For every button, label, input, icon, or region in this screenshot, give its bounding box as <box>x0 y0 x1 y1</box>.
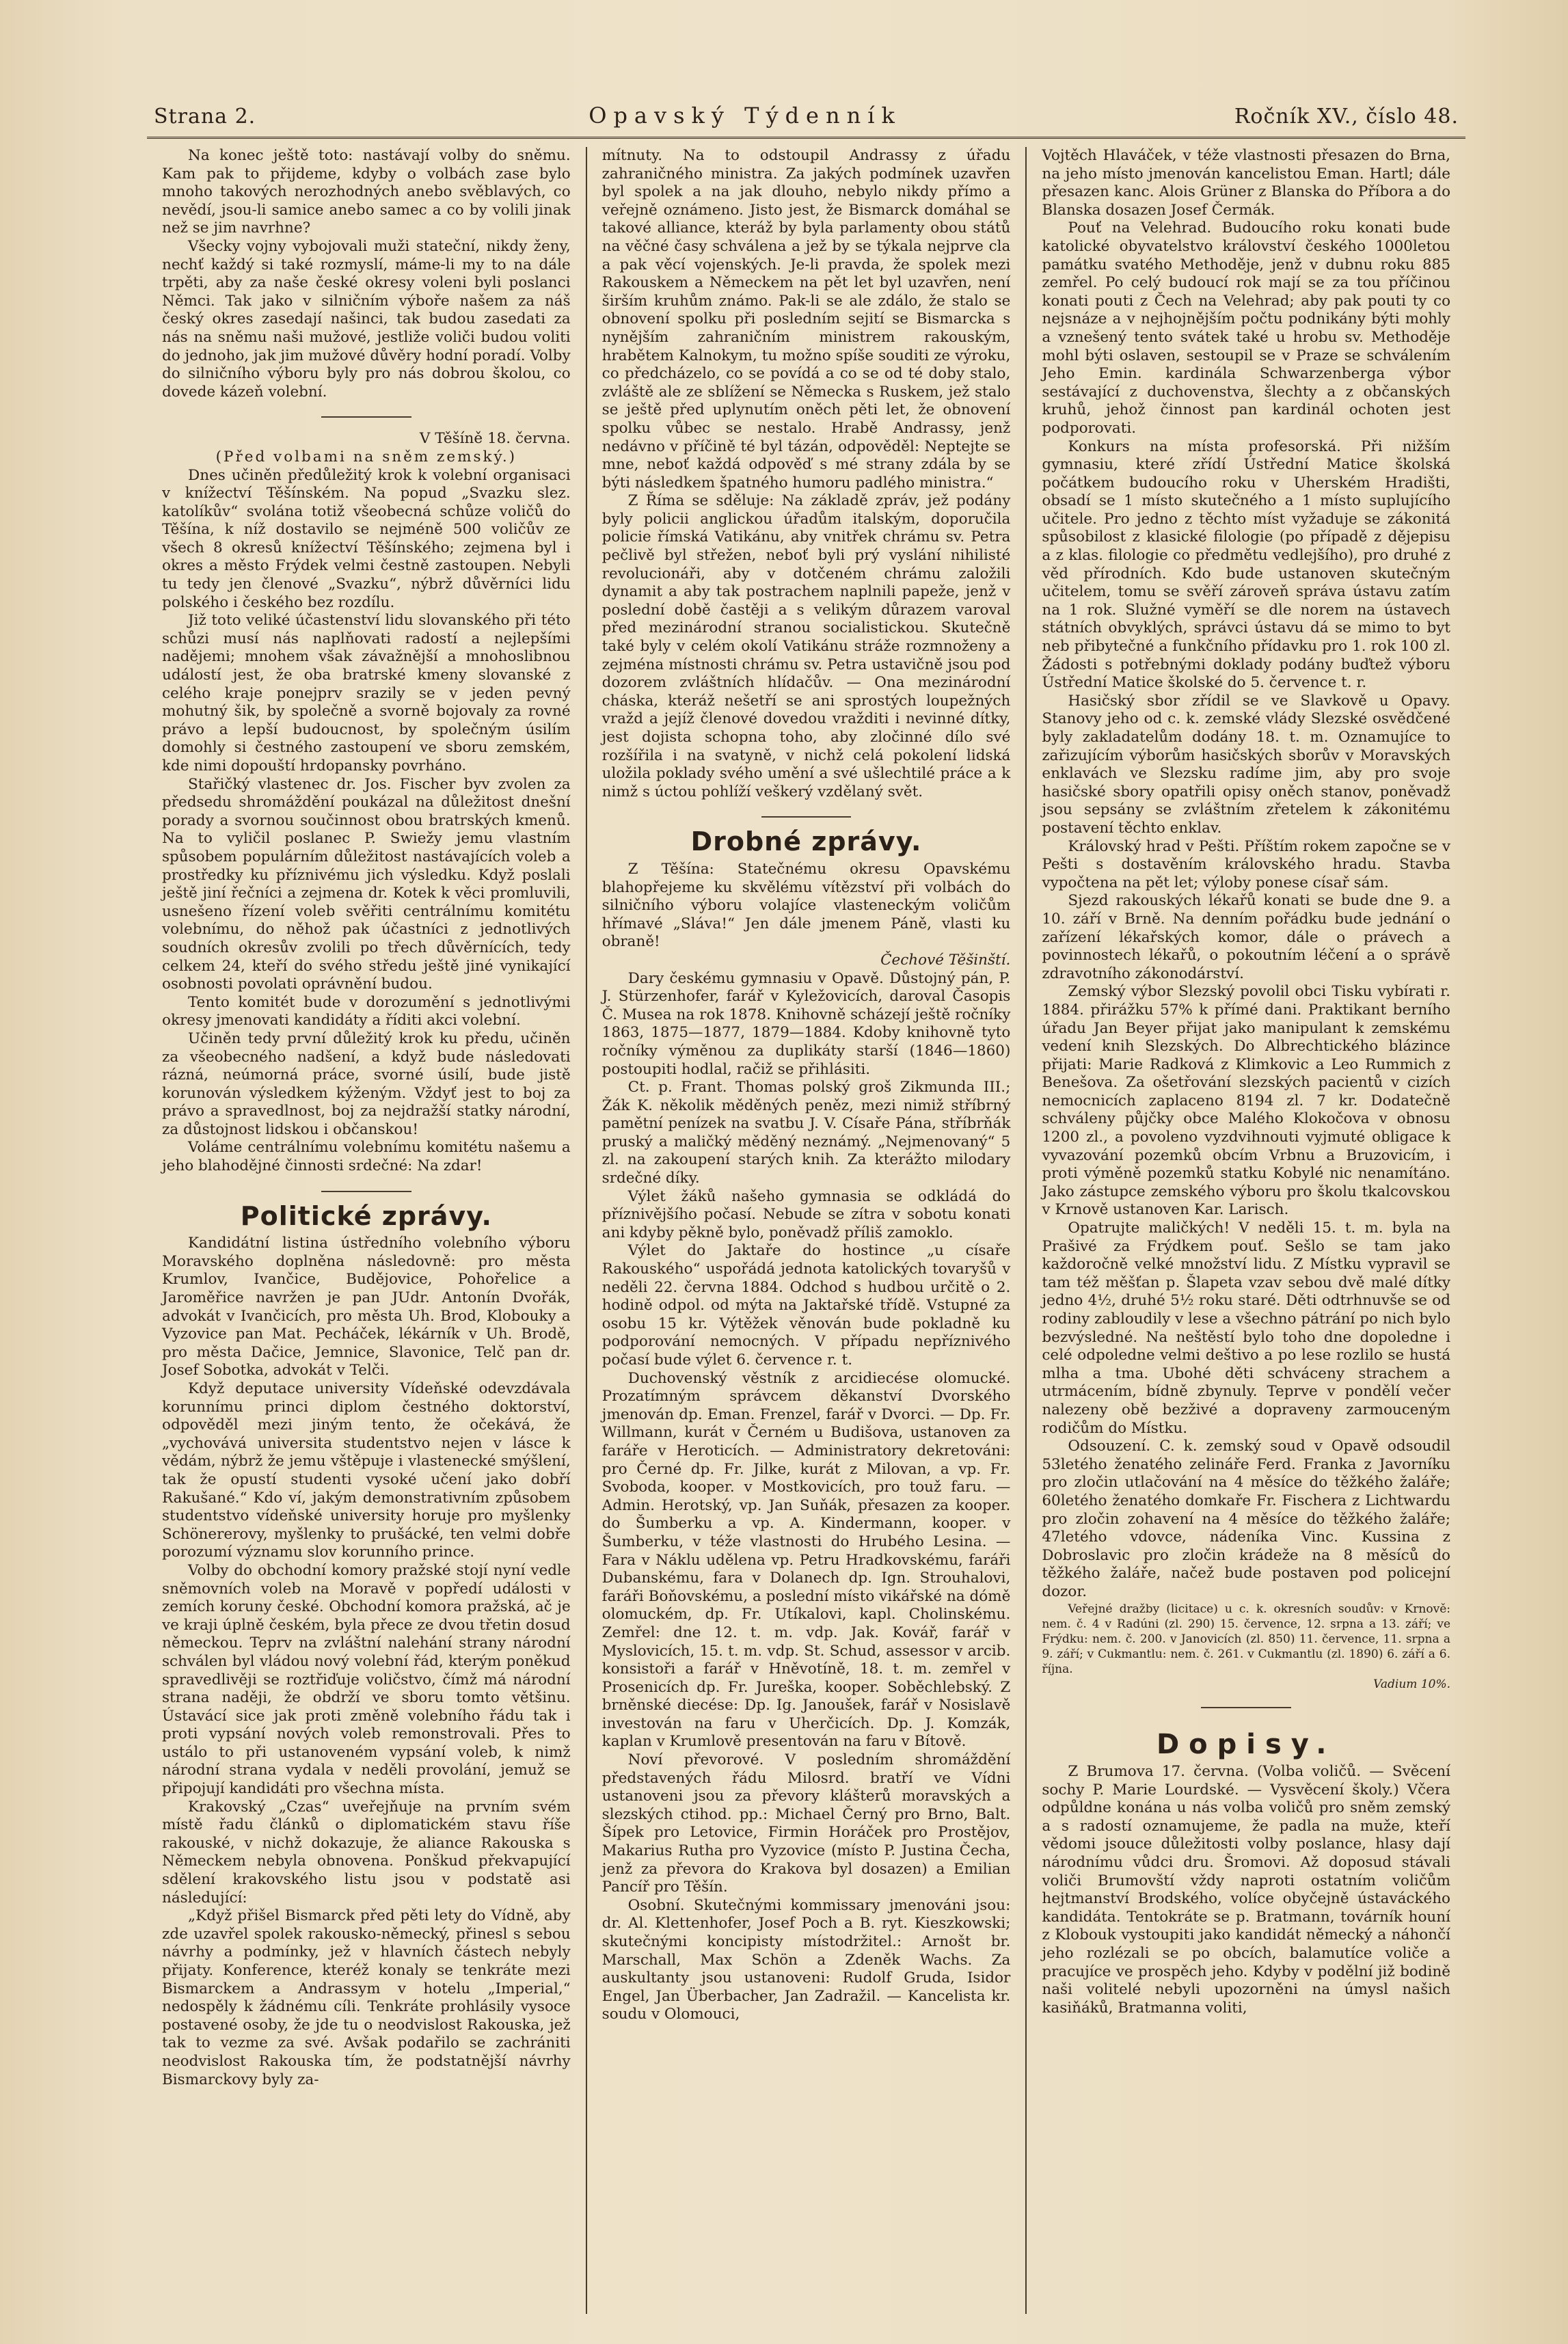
subheading: (Před volbami na sněm zemský.) <box>215 448 517 466</box>
signature: Čechové Těšinští. <box>880 951 1011 969</box>
paragraph: Osobní. Skutečnými kommissary jmenováni jsou: dr. Al. Klettenhofer, Josef Poch a B. ryt. Kieszkowski; skutečnými koncipisty místodržitel.: Arnošt br. Marschall, Max Schön a Zdeněk Wachs. Za auskultanty jsou ustanoveni: Rudolf Gruda, Isidor Engel, Jan Überbacher, Jan Zadražil. — Kancelista kr. soudu v Olomouci, <box>601 1896 1011 2023</box>
paragraph: Kandidátní listina ústředního volebního výboru Moravského doplněna následovně: pro města Krumlov, Ivančice, Budějovice, Pohořelice a Jaroměřice navržen je pan JUdr. Antonín Dvořák, advokát v Ivančicích, pro města Uh. Brod, Klobouky a Vyzovice pan Mat. Pecháček, lékárník v Uh. Brodě, pro města Dačice, Jemnice, Slavonice, Telč pan dr. Josef Sobotka, advokát v Telči. <box>162 1235 571 1379</box>
column-2 <box>586 147 1026 2314</box>
volume-issue: Ročník XV., číslo 48. <box>1234 105 1459 129</box>
paragraph: Hasičský sbor zřídil se ve Slavkově u Opavy. Stanovy jeho od c. k. zemské vlády Slezské osvědčené byly zakladatelům dodány 18. t. m. Oznamujíce to zařizujícím výborům hasičských sborův v Moravských enklavách ve Slezsku radíme jim, aby pro svoje hasičské sbory opatřili opisy oněch stanov, poněvadž jsou sepsány se zvláštním zřetelem k zákonitému postavení těchto enklav. <box>1042 692 1451 837</box>
paragraph: Z Těšína: Statečnému okresu Opavskému blahopřejeme ku skvělému vítězství při volbách do silničního výboru volajíce vlasteneckým voličům hřímavé „Sláva!“ Jen dále jmenem Páně, vlasti ku obraně! <box>601 860 1011 951</box>
section-title: Drobné zprávy. <box>690 826 922 857</box>
section-title: Dopisy. <box>1156 1728 1336 1760</box>
paragraph: Volby do obchodní komory pražské stojí nyní vedle sněmovních voleb na Moravě v popředí události v zemích koruny české. Obchodní komora pražská, ač je ve kraji úplně českém, byla přece ze dvou třetin dosud německou. Teprv na zvláštní nalehání strany národní schválen byl vládou nový volební řád, kterým poněkud spravedlivěji se roztřiďuje voličstvo, čímž má národní strana naději, že obdrží ve sboru tomto většinu. Ústavácí sice jak proti změně volebního řádu tak i proti vypsání nových voleb remonstrovali. Přes to ustálo to při ustanoveném vypsání voleb, k nimž národní strana vydala v neděli provolání, jemuž se připojují kandidáti pro všechna místa. <box>162 1561 571 1798</box>
paragraph: Královský hrad v Pešti. Příštím rokem započne se v Pešti s dostavěním královského hradu. Stavba vypočtena na pět let; výloby ponese císař sám. <box>1042 837 1451 891</box>
paragraph: Tento komitét bude v dorozumění s jednotlivými okresy jmenovati kandidáty a říditi akci volební. <box>162 993 571 1029</box>
paragraph: Ct. p. Frant. Thomas polský groš Zikmunda III.; Žák K. několik měděných peněz, mezi nimiž stříbrný pamětní penízek na svatbu J. V. Císaře Pána, stříbrňák pruský a maličký měděný neznámý. „Nejmenovaný“ 5 zl. na zakoupení starých knih. Za kterážto milodary srdečné díky. <box>601 1079 1011 1187</box>
paragraph: „Když přišel Bismarck před pěti lety do Vídně, aby zde uzavřel spolek rakousko-německý, přinesl s sebou návrhy a podmínky, jež v hlavních částech nebyly přijaty. Konference, kteréž konaly se tenkráte mezi Bismarckem a Andrassym v hotelu „Imperial,“ nedospěly k žádnému cíli. Tenkráte prohlásily vysoce postavené osoby, že jde tu o neodvislost Rakouska, jež tak to vezme za své. Avšak podařilo se zachrániti neodvislost Rakouska tím, že podstatnější návrhy Bismarckovy byly za- <box>162 1907 571 2088</box>
paragraph: Opatrujte maličkých! V neděli 15. t. m. byla na Prašivé za Frýdkem pouť. Sešlo se tam jako každoročně velké množství lidu. Z Místku vypravil se tam též měšťan p. Šlapeta vzav sebou dvě malé dítky jedno 4½, druhé 5½ roku staré. Děti odtrhnuvše se od rodiny zabloudily v lese a všechno pátrání po nich bylo bezvýsledné. Na neštěstí bylo toho dne dopoledne i celé odpoledne velmi deštivo a po lese rozlilo se hustá mlha a tma. Ubohé děti schváceny strachem a utrmácením, bídně zbynuly. Teprve v pondělí večer nalezeny obě bezživé a dopraveny zarmouceným rodičům do Místku. <box>1042 1220 1451 1437</box>
section-title: Politické zprávy. <box>240 1200 492 1231</box>
divider <box>321 416 411 418</box>
paragraph: Dary českému gymnasiu v Opavě. Důstojný pán, P. J. Stürzenhofer, farář v Kyležovicích, daroval Časopis Č. Musea na rok 1878. Knihovně scházejí ještě ročníky 1863, 1875—1877, 1879—1884. Kdoby knihovně tyto ročníky výměnou za duplikáty starší (1846—1860) postoupiti hodlal, račiž se přihlásiti. <box>601 969 1011 1078</box>
page-header <box>147 103 1465 139</box>
paragraph: Noví převorové. V posledním shromáždění představených řádu Milosrd. bratří ve Vídni ustanoveni jsou za převory klášterů moravských a slezských ctihod. pp.: Michael Černý pro Brno, Balt. Šípek pro Letovice, Firmin Horáček pro Prostějov, Makarius Rutha pro Vyzovice (místo P. Justina Čecha, jenž za převora do Krakova byl dosazen) a Emilian Pancíř pro Těšín. <box>601 1751 1011 1896</box>
paragraph: Výlet do Jaktaře do hostince „u císaře Rakouského“ uspořádá jednota katolických tovaryšů v neděli 22. června 1884. Odchod s hudbou určitě o 2. hodině odpol. od mýta na Jaktařské třídě. Vstupné za osobu 15 kr. Výtěžek věnován bude pokladně ku podporování nemocných. V případu nepříznivého počasí bude výlet 6. července r. t. <box>601 1242 1011 1369</box>
paragraph: Duchovenský věstník z arcidiecése olomucké. Prozatímným správcem děkanství Dvorského jmenován dp. Eman. Frenzel, farář v Dvorci. — Dp. Fr. Willmann, kurát v Černém u Budišova, ustanoven za faráře v Heroticích. — Administratory dekretováni: pro Černé dp. Fr. Jilke, kurát z Milovan, a vp. Fr. Svoboda, kooper. v Mostkovicích, pro touž faru. — Admin. Herotský, vp. Jan Suňák, přesazen za kooper. do Šumberku a vp. A. Kindermann, kooper. v Šumberku, v téže vlastnosti do Hrubého Lesina. — Fara v Náklu udělena vp. Petru Hradkovskému, faráři Dubanskému, fara v Dolanech dp. Ign. Strouhalovi, faráři Boňovskému, a poslední místo vikářské na dómě olomuckém, dp. Fr. Utíkalovi, kapl. Cholinskému. Zemřel: dne 12. t. m. vdp. Jak. Kovář, farář v Myslovicích, 15. t. m. vdp. St. Schud, assessor v arcib. konsistoři a farář v Hněvotíně, 18. t. m. zemřel v Prosenicích dp. Fr. Jureška, kooper. Soběchlebský. Z brněnské diecése: Dp. Ig. Janoušek, farář v Nosislavě investován na faru v Uherčicích. Dp. J. Komzák, kaplan v Krumlově presentován na faru v Bítově. <box>601 1369 1011 1751</box>
paragraph: Vojtěch Hlaváček, v téže vlastnosti přesazen do Brna, na jeho místo jmenován kancelistou Eman. Hartl; dále přesazen kanc. Alois Grüner z Blanska do Příbora a do Blanska dosazen Josef Čermák. <box>1042 147 1451 219</box>
column-3 <box>1025 147 1465 2314</box>
divider <box>321 1191 411 1192</box>
paragraph: Sjezd rakouských lékařů konati se bude dne 9. a 10. září v Brně. Na denním pořádku bude jednání o zařízení lékařských komor, dále o právech a povinnostech lékařů, o pokoutním léčení a o správě zdravotního zákonodárství. <box>1042 892 1451 982</box>
paragraph: Z Říma se sděluje: Na základě zpráv, jež podány byly policii anglickou úřadům italským, doporučila policie římská Vatikánu, aby vnitřek chrámu sv. Petra pečlivě byl střežen, neboť byli prý vyslání nihilisté revolucionáři, aby v dotčeném chrámu založili dynamit a aby tak postrachem naplnili papeže, jenž v poslední době častěji a s velikým důrazem varoval před mezinárodní stranou socialistickou. Skutečně také byly v celém okolí Vatikánu stráže rozmnoženy a zejména místnosti chrámu sv. Petra ustavičně jsou pod dozorem zvláštních hlídačův. — Ona mezinárodní cháska, kteráž nešetří se ani sprostých loupežných vražd a jejíž členové dovedou vražditi i nevinné dítky, jest dojista schopna toho, aby zločinné dílo své rozšířila i na svatyně, v nichž celá pokolení lidská uložila poklady svého umění a své ušlechtilé práce a k nimž s úctou pohlíží veškerý vzdělaný svět. <box>601 492 1011 800</box>
auction-notice: Veřejné dražby (licitace) u c. k. okresních soudův: v Krnově: nem. č. 4 v Radúni (zl. 290) 15. července, 12. srpna a 13. září; ve Frýdku: nem. č. 200. v Janovicích (zl. 850) 11. července, 11. srpna a 9. září; v Cukmantlu: nem. č. 261. v Cukmantlu (zl. 1890) 6. září a 6. října. <box>1042 1602 1451 1676</box>
auction-vadium: Vadium 10%. <box>1373 1677 1451 1691</box>
paragraph: Učiněn tedy první důležitý krok ku předu, učiněn za všeobecného nadšení, a když bude následovati rázná, neúmorná práce, svorné úsilí, bude jistě korunován výsledkem kýženým. Vždyť jest to boj za právo a spravedlnost, boj za nejdražší statky národní, za důstojnost lidskou i občanskou! <box>162 1029 571 1138</box>
page-number: Strana 2. <box>154 105 256 129</box>
paragraph: Již toto veliké účastenství lidu slovanského při této schůzi musí nás naplňovati radostí a nejlepšími nadějemi; mnohem však závažnější a mnohoslibnou událostí jest, že oba bratrské kmeny slovanské z celého kraje ponejprv srazily se v jeden pevný mohutný šik, by společně a svorně bojovaly za rovné právo a lepší budoucnost, by společným úsilím domohly si čestného zastoupení ve sboru zemském, kde nimi dopouští hrdopansky povrháno. <box>162 612 571 774</box>
paragraph: Dnes učiněn předůležitý krok k volební organisaci v knížectví Těšínském. Na popud „Svazku slez. katolíkův“ svolána totiž všeobecná schůze voličů do Těšína, k níž dostavilo se nejméně 500 voličův ze všech 8 okresů knížectví Těšínského; zejmena byl i okres a město Frýdek velmi čestně zastoupen. Nebyli tu tedy jen členové „Svazku“, nýbrž důvěrníci lidu polského i českého bez rozdílu. <box>162 466 571 611</box>
paragraph: Na konec ještě toto: nastávají volby do sněmu. Kam pak to přijdeme, kdyby o volbách zase bylo mnoho takových nerozhodných anebo svěblavých, co nevědí, jsou-li samice anebo samec a co by volili jinak než se jim navrhne? <box>162 147 571 237</box>
masthead-title: Opavský Týdenník <box>589 103 902 129</box>
columns <box>147 147 1465 2314</box>
paragraph: mítnuty. Na to odstoupil Andrassy z úřadu zahraničného ministra. Za jakých podmínek uzavřen byl spolek a na jak dlouho, nebylo nikdy přímo a veřejně oznámeno. Jisto jest, že Bismarck domáhal se takové alliance, kteráž by byla parlamenty obou států na věčné časy schválena a jež by se týkala nejprve cla a pak věcí vojenských. Je-li pravda, že spolek mezi Rakouskem a Německem na pět let byl uzavřen, není širším kruhům známo. Pak-li se ale zdálo, že stalo se obnovení spolku při posledním sejití se Bismarcka s nynějším zahraničním ministrem rakouským, hrabětem Kalnokym, tu možno spíše souditi ze výroku, co předcházelo, co se povídá a co se od té doby stalo, zvláště ale ze sblížení se Německa s Ruskem, jež stalo se ještě před uplynutím oněch pěti let, že obnovení spolku vůbec se nestalo. Hrabě Andrassy, jenž nedávno v příčině té byl tázán, odpověděl: Neptejte se mne, neboť každá odpověď s mé strany zdála by se býti následkem špatného humoru padlého ministra.“ <box>601 147 1011 491</box>
divider <box>1201 1707 1290 1708</box>
dateline: V Těšíně 18. června. <box>419 430 571 448</box>
paragraph: Když deputace university Vídeňské odevzdávala korunnímu princi diplom čestného doktorství, odpověděl mezi jiným tento, že očekává, že „vychovává universita studentstvo nejen v lásce k vědám, nýbrž že jemu vštěpuje i vlastenecké smýšlení, tak že opustí studenti vysoké učení jako dobří Rakušané.“ Kdo ví, jakým demonstrativním způsobem studentstvo vídeňské university horuje pro myšlenky Schönererovy, myšlenky to prušácké, ten velmi dobře porozumí významu slov korunního prince. <box>162 1380 571 1561</box>
paragraph: Zemský výbor Slezský povolil obci Tisku vybírati r. 1884. přirážku 57% k přímé dani. Praktikant berního úřadu Jan Beyer přijat jako manipulant k zemskému vedení knih Slezských. Do Albrechtického blázince přijati: Marie Radková z Klimkovic a Leo Rummich z Benešova. Za ošetřování slezských pacientů v cizích nemocnicích zaplaceno 8194 zl. 7 kr. Dodatečně schváleny půjčky obce Malého Klokočova v obnosu 1200 zl., a povoleno vyzdvihnouti vyjmuté obligace k vyvazování pozemků obcím Vrbnu a Bruzovicím, i proti výměně pozemků statku Kobylé nic nenamítáno. Jako zástupce zemského výboru pro školu tkalcovskou v Krnově ustanoven Kar. Larisch. <box>1042 983 1451 1219</box>
paragraph: Výlet žáků našeho gymnasia se odkládá do příznivějšího počasí. Nebude se zítra v sobotu konati ani kdyby pěkně bylo, poněvadž příliš zamoklo. <box>601 1187 1011 1241</box>
paragraph: Voláme centrálnímu volebnímu komitétu našemu a jeho blahodějné činnosti srdečné: Na zdar! <box>162 1139 571 1175</box>
paragraph: Konkurs na místa profesorská. Při nižším gymnasiu, které zřídí Ústřední Matice školská počátkem budoucího roku v Uherském Hradišti, obsadí se 1 místo skutečného a 1 místo suplujícího učitele. Pro jedno z těchto míst vyžaduje se zákonitá spůsobilost z klasické filologie (po případě z dějepisu a z klas. filologie co předmětu vedlejšího), pro druhé z věd přírodních. Kdo bude ustanoven skutečným učitelem, tomu se svěří zároveň správa ústavu zatím na 1 rok. Služné vyměří se dle norem na ústavech státních obvyklých, správci ústavu dá se mimo to byt neb přibytečné a funkčního přídavku pro 1. rok 100 zl. Žádosti s potřebnými doklady podány buďtež výboru Ústřední Matice školské do 5. července t. r. <box>1042 437 1451 692</box>
paragraph: Všecky vojny vybojovali muži stateční, nikdy ženy, nechť každý si také rozmyslí, máme-li my to na dále trpěti, aby za naše české okresy voleni byli poslanci Němci. Tak jako v silničním výboře našem za náš český okres zasedají našinci, tak budou zasedati za nás na sněmu naši mužové, jestliže voliči budou voliti do jednoho, jak jim mužové důvěry hodní poradí. Volby do silničního výboru byly pro nás dobrou školou, co dovede kázeň volební. <box>162 237 571 401</box>
paragraph: Pouť na Velehrad. Budoucího roku konati bude katolické obyvatelstvo království českého 1000letou památku svatého Methoděje, jenž v dubnu roku 885 zemřel. Po celý budoucí rok mají se za tou příčinou konati pouti z Čech na Velehrad; aby pak pouti ty co nejsnáze a v nejhojnějším počtu podnikány býti mohly a vznešený tento svátek také u hrobu sv. Methoděje mohl býti oslaven, sestoupil se v Praze se schválením Jeho Emin. kardinála Schwarzenberga výbor sestávající z duchovenstva, šlechty a z občanských kruhů, jehož činnost pan kardinál ochoten jest podporovati. <box>1042 219 1451 437</box>
paragraph: Krakovský „Czas“ uveřejňuje na prvním svém místě řadu článků o diplomatickém stavu říše rakouské, v nichž dokazuje, že aliance Rakouska s Německem nebyla obnovena. Ponškud překvapující sdělení krakovského listu jsou v podstatě asi následující: <box>162 1798 571 1907</box>
divider <box>761 816 851 818</box>
paragraph: Stařičký vlastenec dr. Jos. Fischer byv zvolen za předsedu shromáždění poukázal na důležitost dnešní porady a svornou součinnost obou bratrských kmenů. Na to vyličil poslanec P. Swiežy jemu vlastním spůsobem populárním důležitost nastávajících voleb a prostředky ku příznivému jich výsledku. Když poslali ještě jiní řečníci a zejmena dr. Kotek k věci promluvili, usnešeno řízení voleb svěřiti centrálnímu komitétu volebnímu, do něhož pak účastníci z jednotlivých soudních okresův zvolili po třech důvěrnících, tedy celkem 24, kteří do svého středu ještě jiné vynikající osobnosti povolati oprávnění budou. <box>162 775 571 993</box>
paragraph: Z Brumova 17. června. (Volba voličů. — Svěcení sochy P. Marie Lourdské. — Vysvěcení školy.) Včera odpůldne konána u nás volba voličů pro sněm zemský a s radostí oznamujeme, že padla na muže, kteří vědomi jsouce důležitosti volby poslance, hlasy dají národnímu vůdci dru. Šromovi. Až doposud stávali voliči Brumovští vždy naproti ostatním voličům hejtmanství Brodského, volíce obyčejně ústaváckého kandidáta. Tentokráte se p. Bratmann, továrník houní z Klobouk vystoupiti jako kandidát německý a náhončí jeho rozlézali se po obcích, balamutíce voliče a pracujíce ve prospěch jeho. Kdyby v podělní již bodině naši volitelé nebyli upozorněni na úmysl našich kasiňáků, Bratmanna voliti, <box>1042 1763 1451 2017</box>
column-1 <box>147 147 586 2314</box>
paragraph: Odsouzení. C. k. zemský soud v Opavě odsoudil 53letého ženatého zelináře Ferd. Franka z Javorníku pro zločin utlačování na 4 měsíce do těžkého žaláře; 60letého ženatého domkaře Fr. Fischera z Lichtwardu pro zločin zohavení na 4 měsíce do těžkého žaláře; 47letého vdovce, nádeníka Vinc. Kussina z Dobroslavic pro zločin krádeže na 8 měsíců do těžkého žaláře, načež bude postaven pod policejní dozor. <box>1042 1438 1451 1600</box>
